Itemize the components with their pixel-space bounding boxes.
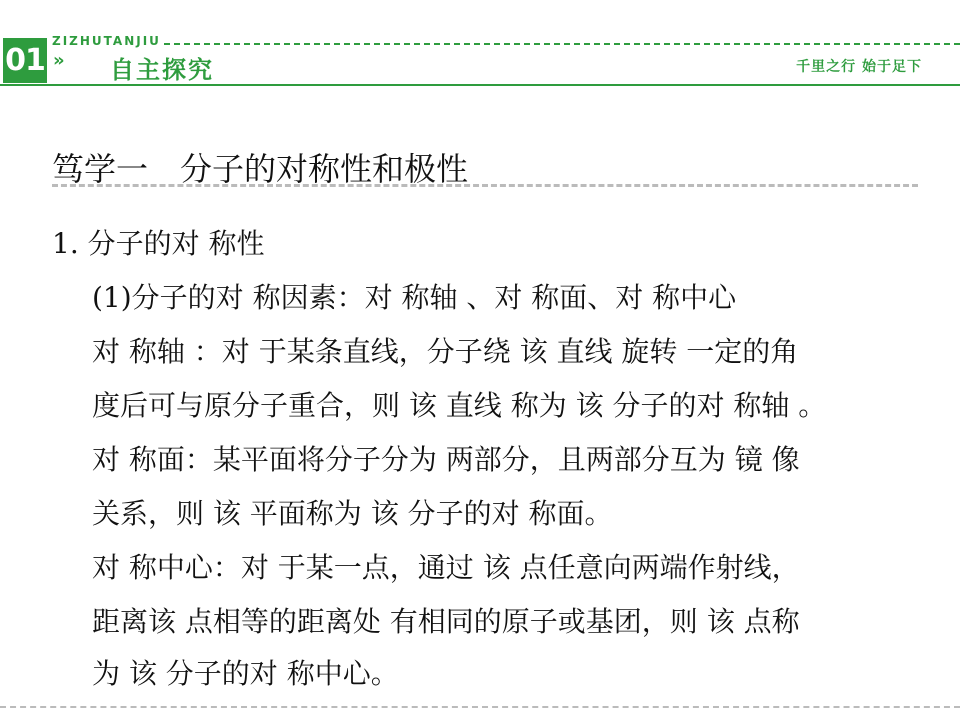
heading-dashed-rule bbox=[52, 184, 918, 187]
text-line: 距离该 点相等的距离处 有相同的原子或基团，则 该 点称 bbox=[92, 605, 800, 638]
header-dashed-line bbox=[164, 43, 960, 45]
text-line: 对 称面：某平面将分子分为 两部分，且两部分互为 镜 像 bbox=[92, 443, 800, 476]
section-number-badge: 01 bbox=[3, 38, 47, 83]
text-line: 为 该 分子的对 称中心。 bbox=[92, 657, 399, 690]
section-pinyin: ZIZHUTANJIU bbox=[52, 34, 161, 48]
text-line: 关系，则 该 平面称为 该 分子的对 称面。 bbox=[92, 497, 613, 530]
footer-dashed-rule bbox=[0, 706, 960, 708]
text-line: (1)分子的对 称因素：对 称轴 、对 称面、对 称中心 bbox=[92, 281, 737, 314]
section-title: 自主探究 bbox=[110, 56, 214, 84]
lesson-heading: 笃学一 分子的对称性和极性 bbox=[52, 150, 469, 188]
text-line: 对 称轴 ：对 于某条直线，分子绕 该 直线 旋转 一定的角 bbox=[92, 335, 799, 368]
double-chevron-icon: » bbox=[53, 50, 65, 71]
slide-header bbox=[0, 0, 960, 90]
text-line: 对 称中心：对 于某一点，通过 该 点任意向两端作射线， bbox=[92, 551, 800, 584]
header-rule bbox=[0, 84, 960, 86]
text-line: 度后可与原分子重合，则 该 直线 称为 该 分子的对 称轴 。 bbox=[92, 389, 827, 422]
header-motto: 千里之行 始于足下 bbox=[796, 59, 922, 75]
text-line: 1. 分子的对 称性 bbox=[52, 227, 265, 260]
